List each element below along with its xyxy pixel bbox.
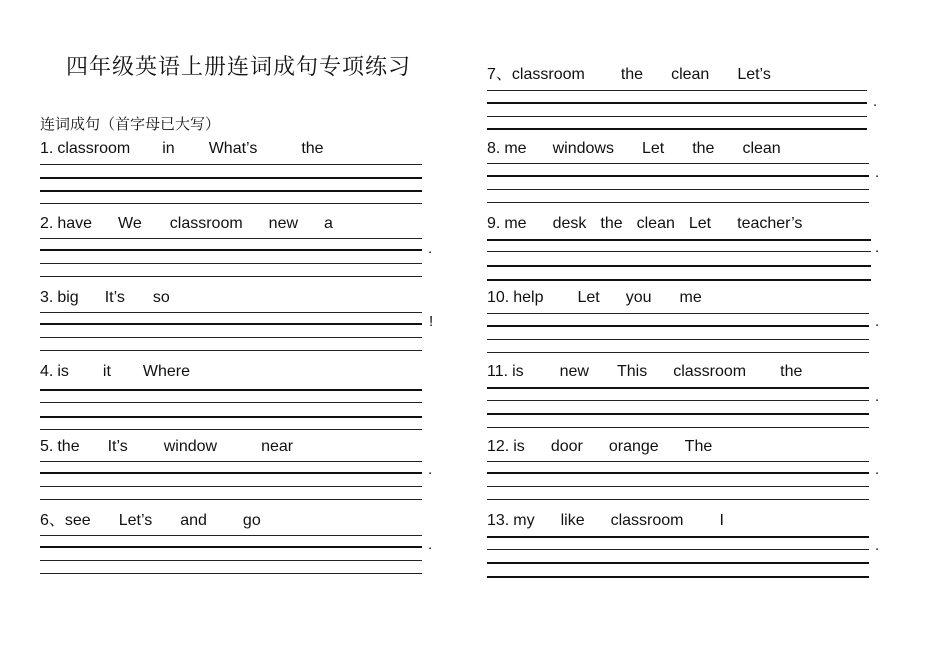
answer-line[interactable] (487, 352, 869, 353)
scrambled-word: orange (608, 438, 659, 455)
scrambled-word: have (57, 215, 93, 232)
answer-line[interactable] (40, 164, 422, 165)
answer-line[interactable] (487, 251, 871, 252)
answer-line[interactable] (40, 389, 422, 391)
answer-line[interactable] (487, 102, 867, 104)
question-number: 12. (487, 438, 510, 455)
scrambled-word: me (504, 215, 527, 232)
answer-line[interactable] (40, 337, 422, 338)
answer-line[interactable] (487, 239, 871, 241)
scrambled-word: the (780, 363, 803, 380)
answer-line[interactable] (487, 472, 869, 474)
question-prompt (40, 362, 190, 382)
question-13 (487, 511, 927, 591)
scrambled-word: Let’s (118, 512, 153, 529)
answer-line[interactable] (487, 562, 869, 564)
question-prompt (40, 511, 261, 531)
scrambled-word: classroom (610, 512, 684, 529)
question-prompt (487, 139, 781, 159)
scrambled-word: the (692, 140, 715, 157)
scrambled-word: and (180, 512, 207, 529)
scrambled-word: me (504, 140, 527, 157)
question-3 (40, 288, 480, 368)
scrambled-word: Let (577, 289, 600, 306)
end-punctuation: . (428, 240, 433, 257)
question-number: 13. (487, 512, 510, 529)
question-prompt (40, 139, 324, 159)
answer-line[interactable] (487, 549, 869, 550)
question-12 (487, 437, 927, 517)
scrambled-word: Where (142, 363, 191, 380)
question-number: 4. (40, 363, 54, 380)
scrambled-word: go (242, 512, 261, 529)
answer-line[interactable] (487, 427, 869, 428)
answer-line[interactable] (40, 461, 422, 462)
answer-line[interactable] (487, 413, 869, 415)
answer-line[interactable] (40, 203, 422, 204)
scrambled-word: like (560, 512, 585, 529)
scrambled-word: clean (671, 66, 710, 83)
question-9 (487, 214, 927, 294)
scrambled-word: The (684, 438, 713, 455)
answer-line[interactable] (40, 177, 422, 179)
answer-line[interactable] (487, 202, 869, 203)
end-punctuation: . (875, 461, 880, 478)
answer-line[interactable] (40, 472, 422, 474)
answer-line[interactable] (40, 486, 422, 487)
scrambled-word: Let (688, 215, 712, 232)
answer-line[interactable] (487, 128, 867, 130)
scrambled-word: door (550, 438, 583, 455)
end-punctuation: . (875, 164, 880, 181)
answer-line[interactable] (487, 279, 871, 281)
scrambled-word: clean (742, 140, 781, 157)
answer-line[interactable] (487, 116, 867, 117)
question-number: 8. (487, 140, 501, 157)
answer-line[interactable] (40, 350, 422, 351)
end-punctuation: . (873, 93, 878, 110)
question-prompt (40, 437, 293, 457)
scrambled-word: my (513, 512, 535, 529)
end-punctuation: . (875, 313, 880, 330)
answer-line[interactable] (487, 339, 869, 340)
question-number: 1. (40, 140, 54, 157)
scrambled-word: Let’s (737, 66, 771, 83)
question-prompt (40, 288, 170, 308)
answer-line[interactable] (40, 535, 422, 536)
question-number: 3. (40, 289, 54, 306)
scrambled-word: new (268, 215, 299, 232)
scrambled-word: the (57, 438, 80, 455)
scrambled-word: you (625, 289, 652, 306)
scrambled-word: classroom (169, 215, 243, 232)
end-punctuation: . (875, 537, 880, 554)
answer-line[interactable] (40, 312, 422, 313)
scrambled-word: Let (641, 140, 665, 157)
question-6 (40, 511, 480, 591)
scrambled-word: What’s (208, 140, 258, 157)
question-prompt (487, 65, 771, 85)
question-prompt (40, 214, 333, 234)
answer-line[interactable] (40, 238, 422, 239)
scrambled-word: so (152, 289, 170, 306)
end-punctuation: . (428, 461, 433, 478)
scrambled-word: near (261, 438, 294, 455)
answer-line[interactable] (487, 486, 869, 487)
question-prompt (487, 214, 802, 234)
answer-line[interactable] (487, 400, 869, 401)
scrambled-word: classroom (57, 140, 131, 157)
answer-line[interactable] (487, 536, 869, 538)
answer-line[interactable] (40, 402, 422, 403)
answer-line[interactable] (487, 163, 869, 164)
question-number: 2. (40, 215, 54, 232)
question-prompt (487, 288, 702, 308)
scrambled-word: We (118, 215, 142, 232)
question-10 (487, 288, 927, 368)
question-2 (40, 214, 480, 294)
scrambled-word: desk (552, 215, 587, 232)
answer-line[interactable] (487, 175, 869, 177)
answer-line[interactable] (40, 190, 422, 192)
answer-line[interactable] (40, 416, 422, 418)
answer-line[interactable] (487, 499, 869, 500)
answer-line[interactable] (487, 325, 869, 327)
scrambled-word: This (616, 363, 648, 380)
answer-line[interactable] (40, 249, 422, 251)
scrambled-word: I (719, 512, 724, 529)
question-7 (487, 65, 927, 145)
question-1 (40, 139, 480, 219)
answer-line[interactable] (40, 499, 422, 500)
scrambled-word: me (679, 289, 702, 306)
scrambled-word: window (163, 438, 218, 455)
answer-line[interactable] (487, 189, 869, 190)
question-prompt (487, 362, 802, 382)
answer-line[interactable] (487, 313, 869, 314)
scrambled-word: is (57, 363, 69, 380)
scrambled-word: classroom (673, 363, 747, 380)
end-punctuation: . (428, 536, 433, 553)
question-number: 5. (40, 438, 54, 455)
question-number: 11. (487, 363, 509, 380)
worksheet-title: 四年级英语上册连词成句专项练习 (66, 55, 412, 80)
question-prompt (487, 437, 712, 457)
end-punctuation: . (875, 388, 880, 405)
answer-line[interactable] (487, 90, 867, 91)
scrambled-word: classroom (511, 66, 585, 83)
scrambled-word: the (301, 140, 324, 157)
scrambled-word: It’s (107, 438, 128, 455)
scrambled-word: a (324, 215, 333, 232)
scrambled-word: big (57, 289, 79, 306)
section-instruction: 连词成句（首字母已大写） (40, 115, 221, 133)
answer-line[interactable] (487, 265, 871, 267)
question-number: 10. (487, 289, 510, 306)
scrambled-word: it (102, 363, 111, 380)
scrambled-word: windows (552, 140, 614, 157)
end-punctuation: ! (429, 313, 434, 330)
scrambled-word: new (559, 363, 589, 380)
answer-line[interactable] (487, 576, 869, 578)
scrambled-word: see (64, 512, 91, 529)
scrambled-word: is (512, 363, 524, 380)
question-prompt (487, 511, 724, 531)
end-punctuation: . (875, 239, 880, 256)
answer-line[interactable] (40, 560, 422, 561)
answer-line[interactable] (40, 263, 422, 264)
question-number: 9. (487, 215, 501, 232)
question-number: 6、 (40, 512, 65, 529)
answer-line[interactable] (487, 461, 869, 462)
scrambled-word: is (513, 438, 525, 455)
question-number: 7、 (487, 66, 512, 83)
scrambled-word: clean (636, 215, 675, 232)
question-5 (40, 437, 480, 517)
question-8 (487, 139, 927, 219)
answer-line[interactable] (487, 387, 869, 389)
question-4 (40, 362, 480, 442)
answer-line[interactable] (40, 573, 422, 574)
scrambled-word: It’s (104, 289, 125, 306)
answer-line[interactable] (40, 546, 422, 548)
answer-line[interactable] (40, 276, 422, 277)
scrambled-word: the (620, 66, 644, 83)
answer-line[interactable] (40, 429, 422, 430)
scrambled-word: the (600, 215, 623, 232)
scrambled-word: in (162, 140, 175, 157)
answer-line[interactable] (40, 323, 422, 325)
question-11 (487, 362, 927, 442)
scrambled-word: help (513, 289, 544, 306)
scrambled-word: teacher’s (737, 215, 803, 232)
